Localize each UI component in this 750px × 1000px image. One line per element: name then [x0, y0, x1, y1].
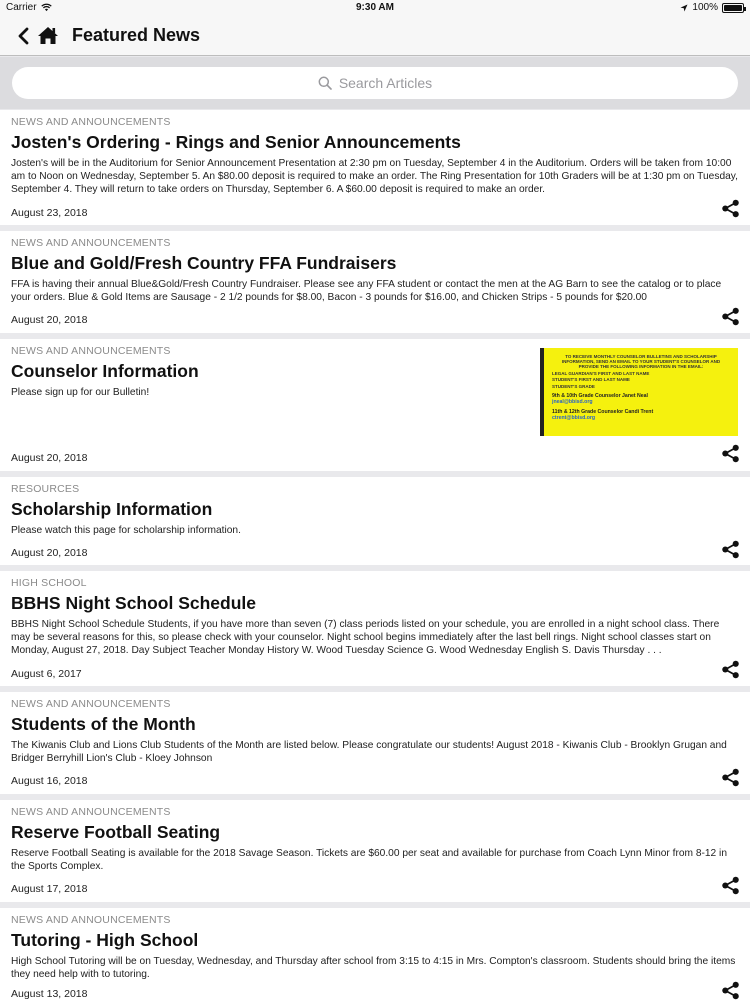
share-icon	[721, 307, 740, 326]
home-icon	[37, 26, 59, 45]
search-input[interactable]	[12, 67, 738, 99]
article-title[interactable]: Josten's Ordering - Rings and Senior Announcements	[11, 132, 461, 152]
article-title[interactable]: Blue and Gold/Fresh Country FFA Fundraisers	[11, 253, 397, 273]
battery-icon	[722, 3, 744, 13]
article-body: BBHS Night School Schedule Students, if you have more than seven (7) class periods listed on your schedule, you are enrolled in a night school class. There may be several reasons for this, so please check with your counselor. Night school begins immediately after the last bell rings. Night school classes start on Monday, August 27, 2018. Day Subject Teacher Monday History W. Wood Tuesday Science G. Wood Wednesday English S. Davis Thursday . . .	[11, 619, 720, 657]
location-arrow-icon	[680, 4, 688, 12]
article-list	[0, 110, 750, 1000]
article-date: August 23, 2018	[11, 207, 88, 219]
article-title[interactable]: Counselor Information	[11, 361, 199, 381]
article-category: NEWS AND ANNOUNCEMENTS	[11, 698, 171, 710]
thumbnail-intro: TO RECEIVE MONTHLY COUNSELOR BULLETINS AND SCHOLARSHIP INFORMATION, SEND AN EMAIL TO YOUR STUDENT'S COUNSELOR AND PROVIDE THE FOLLOWING INFORMATION IN THE EMAIL:	[561, 354, 721, 370]
article-card[interactable]	[0, 908, 750, 1000]
thumbnail-counselor: 9th & 10th Grade Counselor Janet Neal	[552, 393, 648, 400]
article-category: NEWS AND ANNOUNCEMENTS	[11, 806, 171, 818]
share-icon	[721, 981, 740, 1000]
thumbnail-bullet: STUDENT'S GRADE	[552, 383, 595, 389]
article-date: August 16, 2018	[11, 775, 88, 787]
share-icon	[721, 876, 740, 895]
article-category: NEWS AND ANNOUNCEMENTS	[11, 237, 171, 249]
article-date: August 20, 2018	[11, 547, 88, 559]
article-title[interactable]: Scholarship Information	[11, 499, 213, 519]
search-placeholder: Search Articles	[338, 75, 433, 91]
share-button[interactable]	[720, 443, 740, 463]
share-icon	[721, 540, 740, 559]
navigation-bar	[0, 16, 750, 56]
chevron-left-icon	[17, 27, 29, 45]
article-thumbnail[interactable]	[540, 348, 738, 436]
status-bar	[0, 0, 750, 16]
article-body: Please sign up for our Bulletin!	[11, 387, 150, 398]
share-icon	[721, 660, 740, 679]
article-card[interactable]	[0, 339, 750, 471]
share-button[interactable]	[720, 659, 740, 679]
search-area	[0, 57, 750, 109]
share-button[interactable]	[720, 875, 740, 895]
article-date: August 20, 2018	[11, 452, 88, 464]
status-right	[680, 2, 744, 13]
share-button[interactable]	[720, 539, 740, 559]
article-body: High School Tutoring will be on Tuesday, Wednesday, and Thursday after school from 3:15 to 4:15 in Mrs. Compton's classroom. Students should bring the items they need help with to tutoring.	[11, 956, 736, 981]
article-card[interactable]	[0, 800, 750, 902]
article-category: NEWS AND ANNOUNCEMENTS	[11, 914, 171, 926]
article-title[interactable]: Reserve Football Seating	[11, 822, 221, 842]
article-date: August 6, 2017	[11, 668, 82, 680]
carrier-label: Carrier	[6, 2, 37, 13]
article-card[interactable]	[0, 110, 750, 225]
share-icon	[721, 444, 740, 463]
article-title[interactable]: Students of the Month	[11, 714, 196, 734]
article-date: August 17, 2018	[11, 883, 88, 895]
share-button[interactable]	[720, 980, 740, 1000]
share-icon	[721, 768, 740, 787]
article-card[interactable]	[0, 692, 750, 794]
share-icon	[721, 199, 740, 218]
article-date: August 13, 2018	[11, 988, 88, 1000]
share-button[interactable]	[720, 198, 740, 218]
article-body: Please watch this page for scholarship information.	[11, 525, 241, 536]
thumbnail-email: jneal@bbisd.org	[552, 399, 593, 406]
article-card[interactable]	[0, 231, 750, 333]
share-button[interactable]	[720, 767, 740, 787]
thumbnail-bullet: STUDENT'S FIRST AND LAST NAME	[552, 377, 630, 383]
thumbnail-email: ctrent@bbisd.org	[552, 415, 596, 422]
battery-percent: 100%	[692, 2, 718, 13]
share-button[interactable]	[720, 306, 740, 326]
article-date: August 20, 2018	[11, 314, 88, 326]
article-body: Josten's will be in the Auditorium for Senior Announcement Presentation at 2:30 pm on Tuesday, September 4 in the Auditorium. Orders will be taken from 10:00 am to Noon on Wednesday, September 5. An $80.00 deposit is required to make an order. The Ring Presentation for 10th Graders will be at 1:30 pm on Tuesday, September 4. They will return to take orders on Thursday, September 6. A $60.00 deposit is required to make an order.	[11, 158, 738, 196]
article-body: Reserve Football Seating is available for the 2018 Savage Season. Tickets are $60.00 per seat and available for purchase from Coach Lynn Minor from 8-12 in the Sports Complex.	[11, 848, 727, 873]
article-body: The Kiwanis Club and Lions Club Students of the Month are listed below. Please congratulate our students! August 2018 - Kiwanis Club - Brooklyn Grugan and Bridger Berryhill Lion's Club - Kloey Johnson	[11, 740, 727, 765]
back-button[interactable]	[10, 16, 36, 56]
thumbnail-bullet: LEGAL GUARDIAN'S FIRST AND LAST NAME	[552, 370, 650, 376]
article-card[interactable]	[0, 571, 750, 686]
article-category: NEWS AND ANNOUNCEMENTS	[11, 116, 171, 128]
article-title[interactable]: BBHS Night School Schedule	[11, 593, 257, 613]
article-category: NEWS AND ANNOUNCEMENTS	[11, 345, 171, 357]
page-title: Featured News	[72, 25, 201, 45]
search-icon	[318, 76, 332, 90]
home-button[interactable]	[36, 16, 60, 56]
article-title[interactable]: Tutoring - High School	[11, 930, 199, 950]
article-category: HIGH SCHOOL	[11, 577, 87, 589]
article-card[interactable]	[0, 477, 750, 565]
article-category: RESOURCES	[11, 483, 80, 495]
article-body: FFA is having their annual Blue&Gold/Fresh Country Fundraiser. Please see any FFA student or contact the men at the AG Barn to see the catalog or to place your orders. Blue & Gold Items are Sausage - 2 1/2 pounds for $8.00, Bacon - 3 pounds for $16.00, and Chicken Strips - 5 pounds for $20.00	[11, 279, 722, 304]
status-time: 9:30 AM	[356, 2, 394, 13]
thumbnail-counselor: 11th & 12th Grade Counselor Candi Trent	[552, 409, 654, 416]
